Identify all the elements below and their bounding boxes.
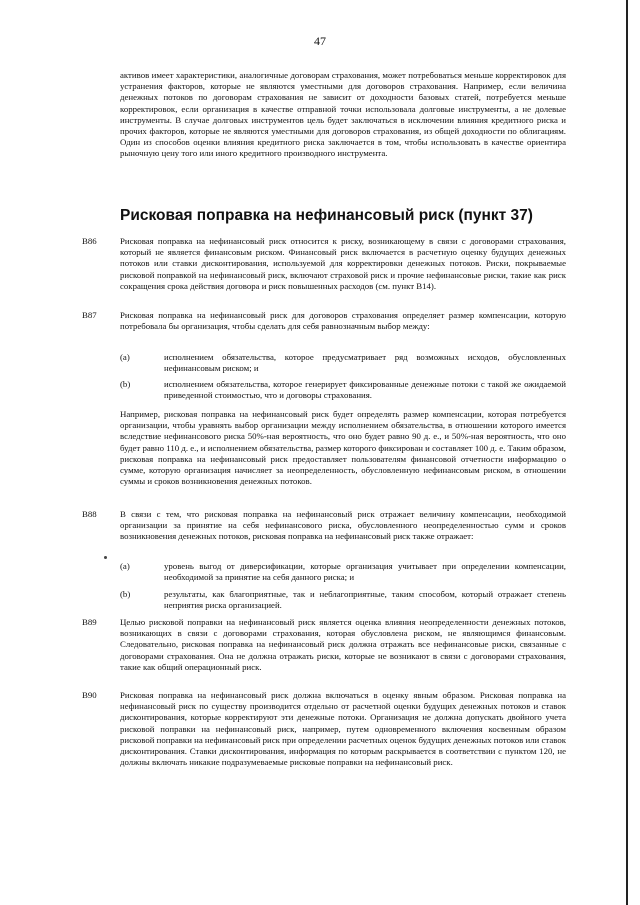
- paragraph-b90: [82, 690, 566, 768]
- intro-paragraph: активов имеет характеристики, аналогичные договорам страхования, может потребоваться меньше корректировок для устранения факторов, которые не являются уместными для договоров страхования. Например, если величина денежных потоков по договорам страхования не зависит от доходности базовых статей, потребуется меньше корректировок, если организация в качестве отправной точки использовала долговые инструменты, а не долевые инструменты. В случае долговых инструментов цель будет заключаться в исключении влияния кредитного риска и прочих факторов, которые не являются уместными для договоров страхования, из общей доходности по облигациям. Один из способов оценки влияния кредитного риска заключается в том, чтобы использовать в качестве ориентира рыночную цену того или иного кредитного производного инструмента.: [120, 70, 566, 159]
- list-item-label: (b): [120, 589, 131, 599]
- section-heading: Рисковая поправка на нефинансовый риск (пункт 37): [120, 207, 533, 224]
- paragraph-number: B90: [82, 690, 97, 700]
- list-item-text: уровень выгод от диверсификации, которые организация учитывает при определении компенсации, необходимой за принятие на себя данного риска; и: [164, 561, 566, 583]
- paragraph-text: В связи с тем, что рисковая поправка на нефинансовый риск отражает величину компенсации, необходимой организации за принятие на себя нефинансового риска, обусловленного неопределенностью сумм и сроков возникновения денежных потоков, рисковая поправка на нефинансовый риск также отражает:: [120, 509, 566, 542]
- paragraph-text: Рисковая поправка на нефинансовый риск относится к риску, возникающему в связи с договорами страхования, который не является финансовым риском. Финансовый риск включается в расчетную оценку будущих денежных потоков или ставки дисконтирования, используемой для корректировки денежных потоков. Риски, покрываемые рисковой поправкой на нефинансовый риск, включают страховой риск и прочие нефинансовые риски, такие как риск сокращения срока действия договора и риск повышенных расходов (см. пункт B14).: [120, 236, 566, 291]
- list-item-b87-a: [120, 352, 566, 374]
- paragraph-text: Целью рисковой поправки на нефинансовый риск является оценка влияния неопределенности денежных потоков, возникающих в связи с договорами страхования, которая обусловлена риском, не являющимся финансовым. Следовательно, рисковая поправка на нефинансовый риск должна отражать все нефинансовые риски, связанные с договорами страхования. Она не должна отражать риски, которые не возникают в связи с договорами страхования, такие как общий операционный риск.: [120, 617, 566, 672]
- list-item-text: исполнением обязательства, которое предусматривает ряд возможных исходов, обусловленных нефинансовым риском; и: [164, 352, 566, 374]
- page-number: 47: [314, 34, 326, 48]
- list-item-b88-b: [120, 589, 566, 611]
- paragraph-text: Рисковая поправка на нефинансовый риск должна включаться в оценку явным образом. Рисковая поправка на нефинансовый риск по существу производится отдельно от расчетной оценки будущих денежных потоков и ставок дисконтирования, которые корректируют эти денежные потоки. Организация не должна допускать двойного учета рисковой поправки на нефинансовый риск, например, путем одновременного включения косвенным образом рисковой поправки на нефинансовый риск при определении расчетных оценок будущих денежных потоков или ставок дисконтирования. Ставки дисконтирования, информация по которым раскрывается в соответствии с пунктом 120, не должны включать никакие подразумеваемые рисковые поправки на нефинансовый риск.: [120, 690, 566, 768]
- list-item-b88-a: [120, 561, 566, 583]
- list-item-label: (a): [120, 561, 130, 571]
- paragraph-b89: [82, 617, 566, 673]
- paragraph-b88: [82, 509, 566, 543]
- paragraph-number: B86: [82, 236, 97, 246]
- paragraph-text: Рисковая поправка на нефинансовый риск для договоров страхования определяет размер компенсации, которую потребовала бы организация, чтобы сделать для себя равнозначным выбор между:: [120, 310, 566, 332]
- paragraph-number: B87: [82, 310, 97, 320]
- paragraph-b87: [82, 310, 566, 332]
- scan-edge-line: [626, 0, 628, 905]
- paragraph-b86: [82, 236, 566, 292]
- paragraph-number: B89: [82, 617, 97, 627]
- list-item-text: исполнением обязательства, которое генерирует фиксированные денежные потоки с такой же ожидаемой приведенной стоимостью, что и договоры страхования.: [164, 379, 566, 401]
- paragraph-b87-example: Например, рисковая поправка на нефинансовый риск будет определять размер компенсации, которая потребуется организации, чтобы уравнять выбор организации между исполнением обязательства, в отношении которого имеется вследствие нефинансового риска 50%-ная вероятность, что оно будет равно 90 д. е., и 50%-ная вероятность, что оно будет равно 110 д. е., и исполнением обязательства, размер которого фиксирован и составляет 100 д. е. Таким образом, рисковая поправка на нефинансовый риск предоставляет пользователям финансовой отчетности информацию о сумме, которую организация начисляет за неопределенность, обусловленную нефинансовым риском, в отношении суммы и сроков возникновения денежных потоков.: [120, 409, 566, 487]
- list-item-label: (b): [120, 379, 131, 389]
- scan-speck: [104, 556, 107, 559]
- list-item-label: (a): [120, 352, 130, 362]
- list-item-b87-b: [120, 379, 566, 401]
- list-item-text: результаты, как благоприятные, так и неблагоприятные, таким способом, который отражает степень неприятия риска организацией.: [164, 589, 566, 611]
- paragraph-number: B88: [82, 509, 97, 519]
